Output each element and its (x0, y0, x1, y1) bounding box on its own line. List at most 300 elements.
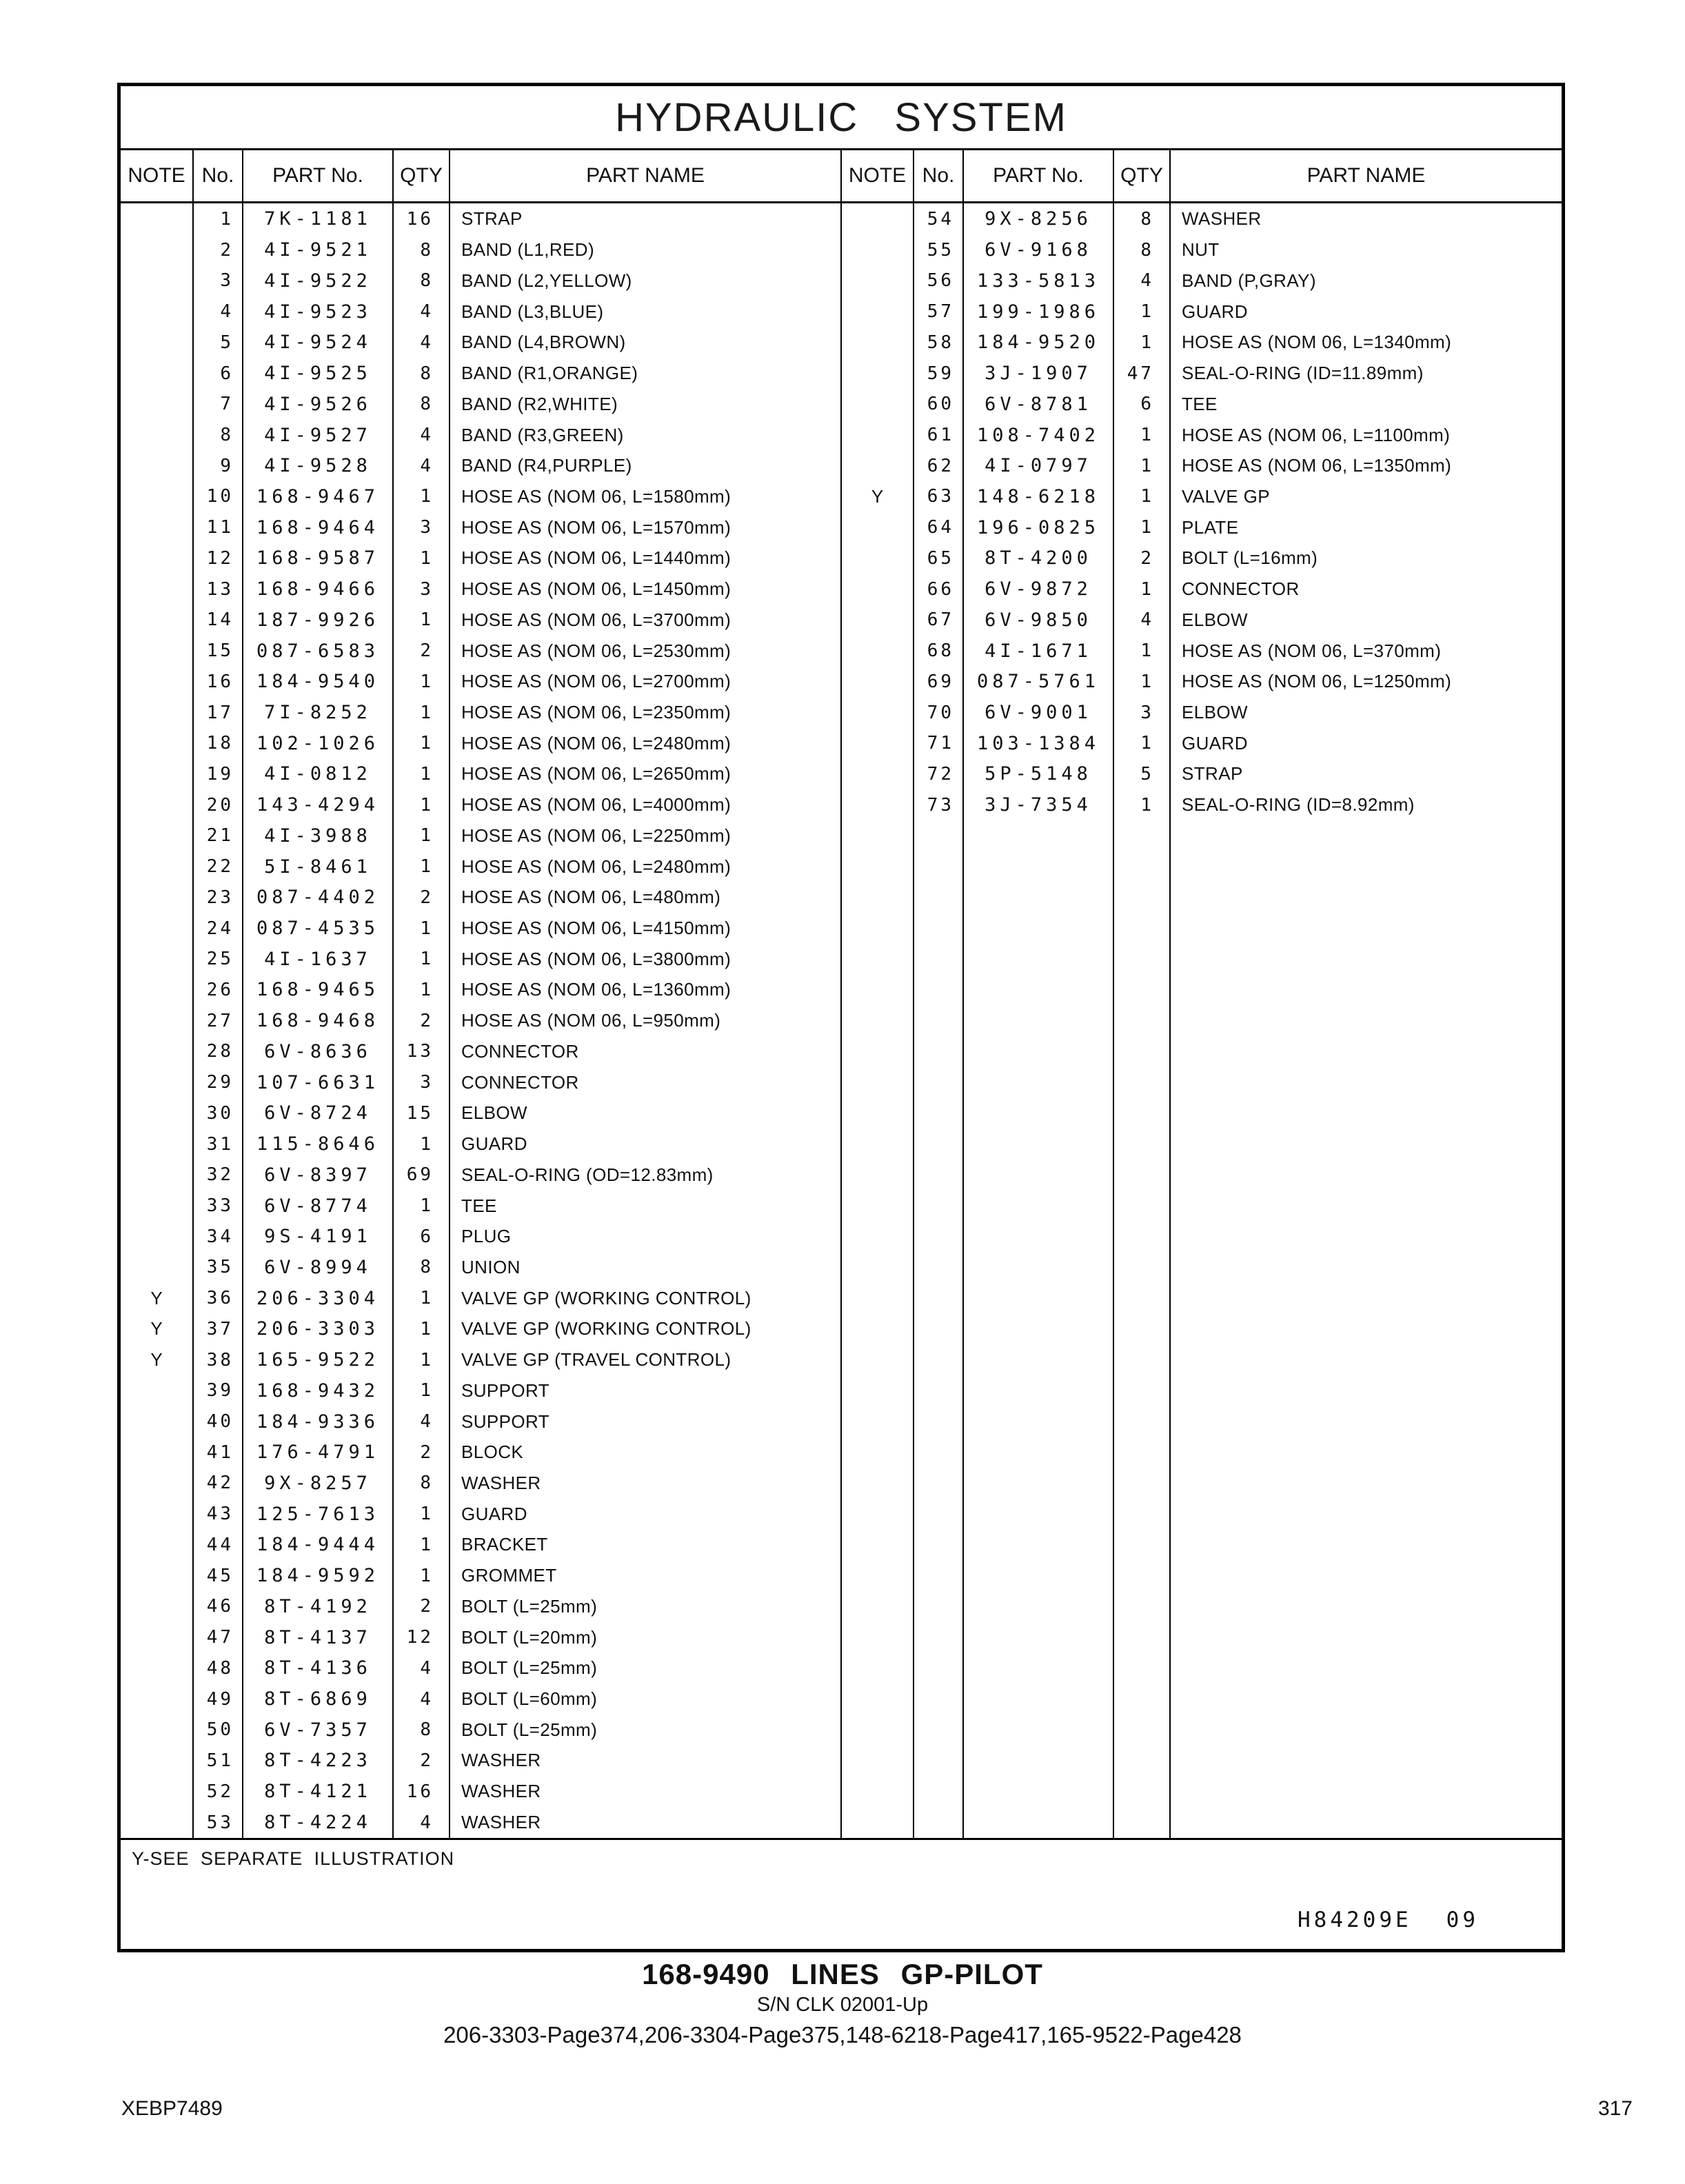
doc-code-text: H84209E (1298, 1908, 1412, 1932)
qty-cell: 1 (1113, 327, 1170, 358)
note-cell (121, 975, 193, 1006)
part-name-cell (1170, 1499, 1562, 1530)
qty-cell: 1 (393, 1344, 450, 1375)
no-cell: 57 (914, 296, 963, 327)
qty-cell: 8 (393, 234, 450, 265)
part-name-cell: HOSE AS (NOM 06, L=2530mm) (450, 636, 841, 667)
qty-cell: 1 (393, 605, 450, 636)
table-row (121, 296, 1562, 327)
no-cell (914, 1191, 963, 1222)
qty-cell: 3 (1113, 697, 1170, 728)
qty-cell: 2 (393, 1437, 450, 1468)
part-no-cell (963, 1715, 1113, 1746)
part-name-cell: SEAL-O-RING (ID=11.89mm) (1170, 358, 1562, 389)
qty-cell: 1 (1113, 636, 1170, 667)
part-name-cell: HOSE AS (NOM 06, L=4150mm) (450, 913, 841, 944)
table-row (121, 1221, 1562, 1252)
part-name-cell: BOLT (L=20mm) (450, 1622, 841, 1653)
qty-cell: 1 (393, 1375, 450, 1406)
note-cell: Y (150, 1287, 163, 1308)
qty-cell: 8 (393, 1715, 450, 1746)
note-cell (121, 1191, 193, 1222)
qty-cell: 4 (393, 1807, 450, 1838)
note-cell (121, 1591, 193, 1622)
no-cell: 31 (193, 1129, 243, 1160)
note-cell (121, 1807, 193, 1838)
note-cell: Y (841, 481, 914, 512)
note-cell (841, 450, 914, 481)
no-cell: 1 (193, 203, 243, 235)
part-name-cell: WASHER (1170, 203, 1562, 235)
part-no-cell (963, 1622, 1113, 1653)
part-name-cell: VALVE GP (WORKING CONTROL) (450, 1314, 841, 1345)
part-no-cell: 7K-1181 (243, 203, 393, 235)
part-name-cell (1170, 1375, 1562, 1406)
table-row (121, 1776, 1562, 1807)
no-cell (914, 1684, 963, 1715)
table-row (121, 1652, 1562, 1684)
note-cell (841, 1560, 914, 1591)
part-no-cell: 9X-8257 (243, 1468, 393, 1499)
part-name-cell: HOSE AS (NOM 06, L=2480mm) (450, 728, 841, 759)
table-row (121, 1499, 1562, 1530)
qty-cell (1113, 1807, 1170, 1838)
part-no-cell: 184-9444 (243, 1530, 393, 1561)
col-header-part-name: PART NAME (450, 150, 841, 203)
part-name-cell: VALVE GP (1170, 481, 1562, 512)
part-no-cell: 8T-6869 (243, 1684, 393, 1715)
no-cell: 5 (193, 327, 243, 358)
part-no-cell (963, 1652, 1113, 1684)
note-cell (121, 1468, 193, 1499)
table-row (121, 1252, 1562, 1283)
part-name-cell (1170, 1684, 1562, 1715)
qty-cell: 2 (393, 882, 450, 913)
qty-cell (1113, 1005, 1170, 1036)
qty-cell (1113, 975, 1170, 1006)
part-name-cell: ELBOW (1170, 605, 1562, 636)
table-row (121, 820, 1562, 851)
note-cell (121, 1652, 193, 1684)
part-no-cell: 168-9468 (243, 1005, 393, 1036)
part-no-cell: 8T-4137 (243, 1622, 393, 1653)
qty-cell (1113, 1067, 1170, 1098)
qty-cell (1113, 1129, 1170, 1160)
part-no-cell: 6V-7357 (243, 1715, 393, 1746)
page-title: HYDRAULIC SYSTEM (121, 86, 1562, 150)
no-cell: 24 (193, 913, 243, 944)
no-cell: 26 (193, 975, 243, 1006)
note-cell (841, 882, 914, 913)
part-name-cell: CONNECTOR (450, 1036, 841, 1067)
no-cell: 46 (193, 1591, 243, 1622)
part-no-cell: 143-4294 (243, 789, 393, 820)
part-no-cell: 4I-9524 (243, 327, 393, 358)
no-cell (914, 1067, 963, 1098)
part-no-cell: 9S-4191 (243, 1221, 393, 1252)
no-cell: 22 (193, 851, 243, 882)
note-cell (841, 1437, 914, 1468)
note-cell (121, 1530, 193, 1561)
part-no-cell (963, 1191, 1113, 1222)
qty-cell (1113, 1715, 1170, 1746)
part-name-cell: HOSE AS (NOM 06, L=3700mm) (450, 605, 841, 636)
part-no-cell: 6V-8774 (243, 1191, 393, 1222)
part-name-cell (1170, 820, 1562, 851)
no-cell (914, 1221, 963, 1252)
part-no-cell (963, 1314, 1113, 1345)
qty-cell: 1 (393, 944, 450, 975)
part-name-cell: BOLT (L=25mm) (450, 1591, 841, 1622)
table-row (121, 1344, 1562, 1375)
note-cell (841, 1098, 914, 1129)
part-no-cell (963, 1746, 1113, 1777)
no-cell: 72 (914, 759, 963, 790)
table-row (121, 1005, 1562, 1036)
part-no-cell: 8T-4224 (243, 1807, 393, 1838)
part-no-cell: 3J-7354 (963, 789, 1113, 820)
part-no-cell: 6V-9850 (963, 605, 1113, 636)
no-cell: 25 (193, 944, 243, 975)
note-cell (841, 296, 914, 327)
qty-cell: 15 (393, 1098, 450, 1129)
note-cell (121, 759, 193, 790)
part-no-cell: 115-8646 (243, 1129, 393, 1160)
note-cell (121, 636, 193, 667)
qty-cell: 1 (393, 759, 450, 790)
no-cell: 12 (193, 543, 243, 574)
qty-cell (1113, 1437, 1170, 1468)
table-row (121, 1406, 1562, 1437)
qty-cell: 8 (1113, 203, 1170, 235)
part-name-cell: GUARD (1170, 296, 1562, 327)
note-cell (841, 512, 914, 543)
note-cell (841, 1622, 914, 1653)
table-row (121, 759, 1562, 790)
part-name-cell (1170, 1807, 1562, 1838)
part-name-cell: PLUG (450, 1221, 841, 1252)
part-no-cell: 8T-4136 (243, 1652, 393, 1684)
qty-cell: 1 (393, 1283, 450, 1314)
note-cell (121, 358, 193, 389)
part-name-cell (1170, 882, 1562, 913)
part-name-cell: BAND (L2,YELLOW) (450, 265, 841, 296)
qty-cell: 8 (393, 389, 450, 420)
col-header-note: NOTE (841, 150, 914, 203)
part-name-cell: GUARD (450, 1129, 841, 1160)
part-no-cell (963, 1252, 1113, 1283)
note-cell (121, 820, 193, 851)
part-name-cell (1170, 975, 1562, 1006)
part-name-cell: HOSE AS (NOM 06, L=2480mm) (450, 851, 841, 882)
table-row (121, 450, 1562, 481)
part-name-cell: PLATE (1170, 512, 1562, 543)
part-name-cell: STRAP (450, 203, 841, 235)
note-cell (841, 913, 914, 944)
part-no-cell: 4I-9521 (243, 234, 393, 265)
table-row (121, 697, 1562, 728)
note-cell (841, 1468, 914, 1499)
part-no-cell (963, 1776, 1113, 1807)
note-cell (841, 728, 914, 759)
qty-cell: 1 (393, 1499, 450, 1530)
table-row (121, 1715, 1562, 1746)
part-no-cell (963, 1499, 1113, 1530)
part-name-cell (1170, 1560, 1562, 1591)
qty-cell: 1 (393, 728, 450, 759)
part-name-cell: HOSE AS (NOM 06, L=1360mm) (450, 975, 841, 1006)
no-cell: 35 (193, 1252, 243, 1283)
note-cell (841, 975, 914, 1006)
no-cell: 40 (193, 1406, 243, 1437)
note-cell (121, 296, 193, 327)
part-no-cell: 168-9464 (243, 512, 393, 543)
qty-cell: 16 (393, 1776, 450, 1807)
note-cell (121, 327, 193, 358)
note-cell (121, 1375, 193, 1406)
part-name-cell: BOLT (L=16mm) (1170, 543, 1562, 574)
part-name-cell (1170, 1468, 1562, 1499)
part-name-cell: UNION (450, 1252, 841, 1283)
caption-refs: 206-3303-Page374,206-3304-Page375,148-6218-Page417,165-9522-Page428 (443, 2022, 1242, 2048)
note-cell (841, 789, 914, 820)
part-name-cell: HOSE AS (NOM 06, L=370mm) (1170, 636, 1562, 667)
no-cell: 59 (914, 358, 963, 389)
part-name-cell (1170, 1283, 1562, 1314)
part-no-cell: 4I-1637 (243, 944, 393, 975)
part-no-cell: 187-9926 (243, 605, 393, 636)
note-cell (841, 1776, 914, 1807)
part-name-cell: WASHER (450, 1776, 841, 1807)
part-no-cell: 8T-4192 (243, 1591, 393, 1622)
note-cell (841, 234, 914, 265)
qty-cell: 1 (393, 851, 450, 882)
qty-cell (1113, 1746, 1170, 1777)
qty-cell: 4 (393, 1652, 450, 1684)
qty-cell (1113, 1375, 1170, 1406)
note-cell (121, 1129, 193, 1160)
note-cell (841, 636, 914, 667)
note-cell (121, 1005, 193, 1036)
part-name-cell (1170, 1005, 1562, 1036)
col-header-no: No. (914, 150, 963, 203)
note-cell (121, 512, 193, 543)
table-row (121, 975, 1562, 1006)
no-cell (914, 1375, 963, 1406)
no-cell: 49 (193, 1684, 243, 1715)
qty-cell (1113, 1406, 1170, 1437)
part-name-cell (1170, 1067, 1562, 1098)
part-no-cell: 103-1384 (963, 728, 1113, 759)
qty-cell: 8 (393, 265, 450, 296)
parts-data-table (121, 150, 1562, 1838)
table-row (121, 1160, 1562, 1191)
table-row (121, 234, 1562, 265)
qty-cell: 12 (393, 1622, 450, 1653)
table-header-row (121, 150, 1562, 203)
note-cell (841, 1406, 914, 1437)
note-cell (121, 882, 193, 913)
note-cell (841, 1005, 914, 1036)
note-cell (121, 1437, 193, 1468)
part-no-cell: 6V-8724 (243, 1098, 393, 1129)
note-cell (121, 789, 193, 820)
no-cell: 61 (914, 420, 963, 451)
no-cell (914, 1652, 963, 1684)
table-row (121, 944, 1562, 975)
note-cell (121, 666, 193, 697)
table-row (121, 1067, 1562, 1098)
part-no-cell (963, 1283, 1113, 1314)
parts-table-body (121, 203, 1562, 1839)
no-cell: 36 (193, 1283, 243, 1314)
no-cell (914, 1437, 963, 1468)
note-cell (121, 1746, 193, 1777)
part-no-cell (963, 1129, 1113, 1160)
part-name-cell: GUARD (1170, 728, 1562, 759)
table-row (121, 1437, 1562, 1468)
table-row (121, 203, 1562, 235)
qty-cell: 2 (393, 1005, 450, 1036)
table-row (121, 789, 1562, 820)
note-cell (121, 1067, 193, 1098)
qty-cell: 13 (393, 1036, 450, 1067)
part-name-cell (1170, 1652, 1562, 1684)
table-row (121, 265, 1562, 296)
no-cell: 66 (914, 574, 963, 605)
table-row (121, 913, 1562, 944)
qty-cell: 8 (1113, 234, 1170, 265)
qty-cell: 3 (393, 574, 450, 605)
part-no-cell: 206-3303 (243, 1314, 393, 1345)
parts-grid (121, 150, 1562, 1838)
note-cell (841, 697, 914, 728)
note-cell (121, 1036, 193, 1067)
qty-cell: 1 (393, 1530, 450, 1561)
note-cell (121, 389, 193, 420)
part-no-cell: 4I-9522 (243, 265, 393, 296)
part-name-cell: WASHER (450, 1468, 841, 1499)
no-cell: 37 (193, 1314, 243, 1345)
part-name-cell: HOSE AS (NOM 06, L=1580mm) (450, 481, 841, 512)
no-cell: 60 (914, 389, 963, 420)
caption-serial: S/N CLK 02001-Up (756, 1994, 929, 2016)
part-name-cell: BAND (L4,BROWN) (450, 327, 841, 358)
no-cell: 28 (193, 1036, 243, 1067)
no-cell: 71 (914, 728, 963, 759)
no-cell (914, 975, 963, 1006)
part-no-cell: 6V-9872 (963, 574, 1113, 605)
part-no-cell: 148-6218 (963, 481, 1113, 512)
note-cell (841, 1067, 914, 1098)
note-cell (841, 420, 914, 451)
qty-cell: 1 (393, 975, 450, 1006)
note-cell (841, 666, 914, 697)
qty-cell: 1 (1113, 481, 1170, 512)
no-cell: 52 (193, 1776, 243, 1807)
qty-cell: 2 (393, 636, 450, 667)
no-cell (914, 1807, 963, 1838)
qty-cell: 1 (1113, 420, 1170, 451)
caption (0, 1958, 1685, 2048)
qty-cell (1113, 1344, 1170, 1375)
qty-cell: 1 (393, 820, 450, 851)
no-cell: 45 (193, 1560, 243, 1591)
note-cell (121, 265, 193, 296)
qty-cell: 1 (1113, 666, 1170, 697)
qty-cell: 8 (393, 358, 450, 389)
col-header-qty: QTY (393, 150, 450, 203)
note-cell (121, 234, 193, 265)
note-cell (841, 574, 914, 605)
part-name-cell (1170, 1098, 1562, 1129)
part-name-cell: SUPPORT (450, 1406, 841, 1437)
part-no-cell (963, 1468, 1113, 1499)
part-name-cell: HOSE AS (NOM 06, L=4000mm) (450, 789, 841, 820)
col-header-no: No. (193, 150, 243, 203)
part-no-cell: 4I-9523 (243, 296, 393, 327)
page-footer (121, 2097, 1633, 2121)
table-row (121, 1807, 1562, 1838)
table-row (121, 420, 1562, 451)
part-name-cell: HOSE AS (NOM 06, L=950mm) (450, 1005, 841, 1036)
part-name-cell (1170, 1252, 1562, 1283)
no-cell (914, 1499, 963, 1530)
part-name-cell: BAND (R4,PURPLE) (450, 450, 841, 481)
qty-cell: 1 (1113, 789, 1170, 820)
part-name-cell: WASHER (450, 1807, 841, 1838)
no-cell: 34 (193, 1221, 243, 1252)
no-cell: 38 (193, 1344, 243, 1375)
no-cell (914, 1560, 963, 1591)
qty-cell: 1 (393, 666, 450, 697)
note-cell (121, 1715, 193, 1746)
qty-cell: 1 (393, 1314, 450, 1345)
part-no-cell (963, 1160, 1113, 1191)
no-cell: 39 (193, 1375, 243, 1406)
qty-cell: 4 (393, 450, 450, 481)
part-name-cell: HOSE AS (NOM 06, L=480mm) (450, 882, 841, 913)
no-cell: 53 (193, 1807, 243, 1838)
qty-cell: 2 (393, 1746, 450, 1777)
qty-cell (1113, 1098, 1170, 1129)
part-no-cell (963, 1067, 1113, 1098)
part-name-cell (1170, 1591, 1562, 1622)
part-name-cell (1170, 1530, 1562, 1561)
qty-cell (1113, 1776, 1170, 1807)
qty-cell (1113, 1499, 1170, 1530)
note-cell (841, 1221, 914, 1252)
note-cell (841, 1283, 914, 1314)
part-no-cell (963, 851, 1113, 882)
qty-cell: 2 (393, 1591, 450, 1622)
no-cell: 29 (193, 1067, 243, 1098)
no-cell: 65 (914, 543, 963, 574)
part-name-cell: VALVE GP (TRAVEL CONTROL) (450, 1344, 841, 1375)
note-cell (841, 944, 914, 975)
part-no-cell: 8T-4223 (243, 1746, 393, 1777)
part-name-cell: BAND (L1,RED) (450, 234, 841, 265)
part-name-cell (1170, 1344, 1562, 1375)
qty-cell: 6 (1113, 389, 1170, 420)
qty-cell: 1 (1113, 728, 1170, 759)
qty-cell: 3 (393, 512, 450, 543)
table-row (121, 1468, 1562, 1499)
note-cell (121, 1776, 193, 1807)
note-cell (121, 1622, 193, 1653)
part-name-cell: HOSE AS (NOM 06, L=2650mm) (450, 759, 841, 790)
table-row (121, 327, 1562, 358)
